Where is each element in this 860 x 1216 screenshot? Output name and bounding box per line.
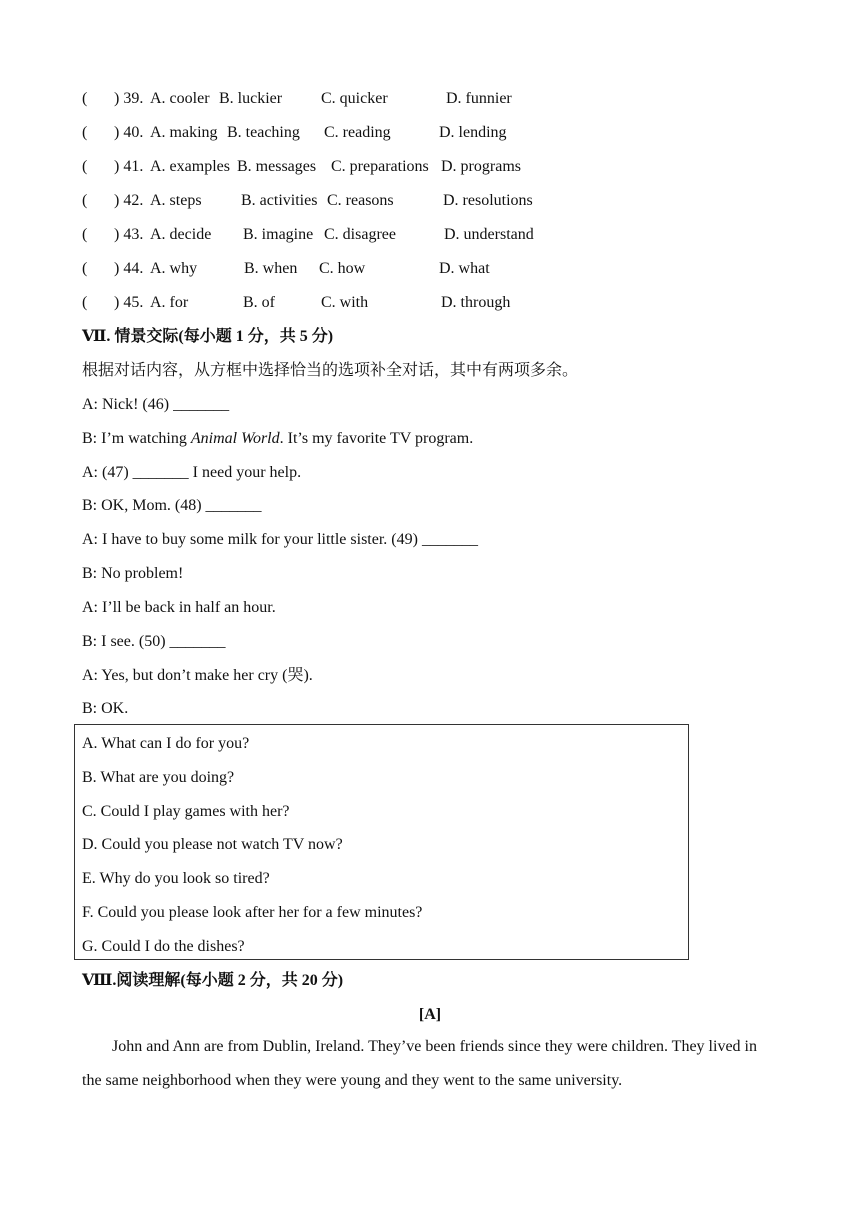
option-a: A. for [150,294,189,311]
option-d: D. funnier [446,90,512,107]
option-b: B. luckier [219,90,283,107]
option-item-a: A. What can I do for you? [82,735,250,752]
option-c: C. reasons [327,192,394,209]
option-c: C. reading [324,124,391,141]
answer-bracket[interactable]: ( [82,158,88,175]
option-c: C. how [319,260,366,277]
option-item-g: G. Could I do the dishes? [82,938,245,955]
option-b: B. imagine [243,226,314,243]
option-a: A. making [150,124,218,141]
section-8-heading: Ⅷ.阅读理解(每小题 2 分，共 20 分) [82,972,344,989]
question-number: ) 43. [114,226,144,243]
answer-bracket[interactable]: ( [82,124,88,141]
option-item-f: F. Could you please look after her for a few minutes? [82,904,423,921]
option-a: A. why [150,260,198,277]
passage-paragraph: John and Ann are from Dublin, Ireland. They’ve been friends since they were children. They lived in the same neighborhood when they were young and they went to the same university. [82,1038,757,1089]
dialogue-text: B: I’m watching [82,430,191,447]
section-7-instruction: 根据对话内容，从方框中选择恰当的选项补全对话，其中有两项多余。 [82,362,579,379]
dialogue-line-50[interactable]: B: I see. (50) _______ [82,633,226,650]
option-item-b: B. What are you doing? [82,769,235,786]
option-b: B. teaching [227,124,300,141]
option-d: D. understand [444,226,534,243]
option-c: C. disagree [324,226,396,243]
dialogue-line-a4: A: I’ll be back in half an hour. [82,599,276,616]
section-7-heading: Ⅶ. 情景交际(每小题 1 分，共 5 分) [82,328,334,345]
dialogue-line-49[interactable]: A: I have to buy some milk for your little sister. (49) _______ [82,531,478,548]
question-number: ) 41. [114,158,144,175]
answer-bracket[interactable]: ( [82,192,88,209]
question-number: ) 42. [114,192,144,209]
dialogue-line-b5: B: OK. [82,700,129,717]
option-b: B. activities [241,192,318,209]
dialogue-line-47[interactable]: A: (47) _______ I need your help. [82,464,302,481]
option-item-e: E. Why do you look so tired? [82,870,270,887]
answer-bracket[interactable]: ( [82,90,88,107]
question-number: ) 39. [114,90,144,107]
question-number: ) 44. [114,260,144,277]
option-d: D. resolutions [443,192,533,209]
option-a: A. steps [150,192,202,209]
option-a: A. examples [150,158,230,175]
dialogue-line-b1 [82,429,473,449]
answer-bracket[interactable]: ( [82,260,88,277]
program-title: Animal World [190,430,280,447]
option-d: D. through [441,294,511,311]
passage-label: [A] [418,1006,442,1023]
option-c: C. preparations [331,158,429,175]
option-item-c: C. Could I play games with her? [82,803,290,820]
option-c: C. with [321,294,369,311]
dialogue-line-b3: B: No problem! [82,565,184,582]
dialogue-text: . It’s my favorite TV program. [279,430,474,447]
option-d: D. lending [439,124,507,141]
dialogue-line-48[interactable]: B: OK, Mom. (48) _______ [82,497,262,514]
option-d: D. what [439,260,490,277]
option-item-d: D. Could you please not watch TV now? [82,836,343,853]
option-b: B. of [243,294,275,311]
option-b: B. messages [237,158,317,175]
dialogue-line-46[interactable]: A: Nick! (46) _______ [82,396,230,413]
option-c: C. quicker [321,90,388,107]
dialogue-line-a5: A: Yes, but don’t make her cry (哭). [82,667,313,684]
option-b: B. when [244,260,298,277]
option-d: D. programs [441,158,521,175]
question-number: ) 45. [114,294,144,311]
answer-bracket[interactable]: ( [82,294,88,311]
option-a: A. decide [150,226,212,243]
question-number: ) 40. [114,124,144,141]
option-a: A. cooler [150,90,210,107]
answer-bracket[interactable]: ( [82,226,88,243]
